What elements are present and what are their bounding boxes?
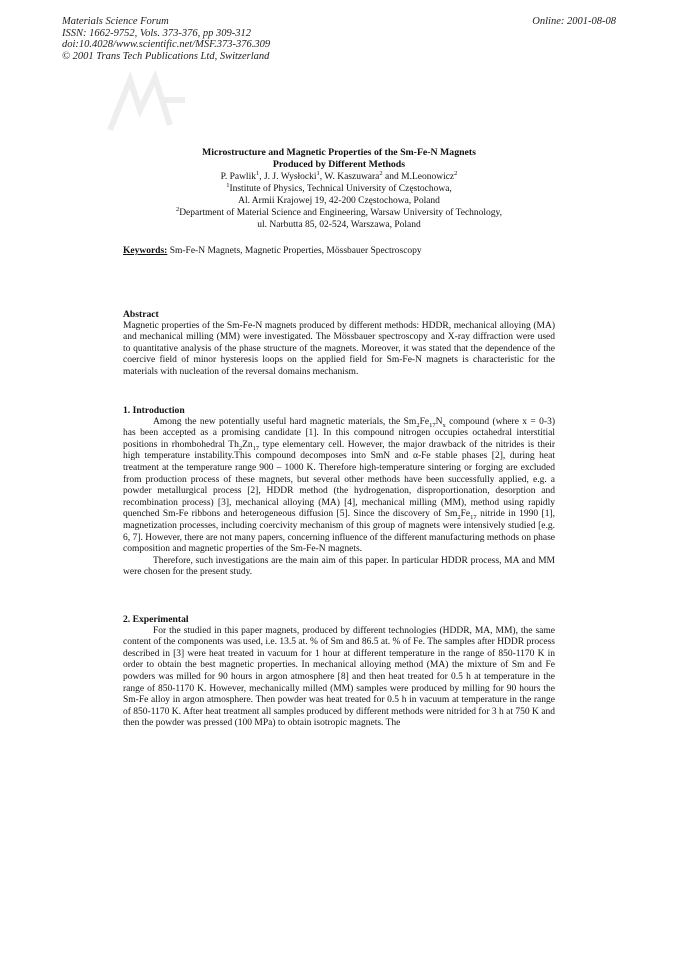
affiliation-1 <box>123 183 555 195</box>
introduction-section <box>123 405 555 579</box>
author-name: and M.Leonowicz <box>382 172 455 182</box>
affiliation-1-address: Al. Armii Krajowej 19, 42-200 Częstochowa, Poland <box>238 196 440 206</box>
affiliation-mark: 2 <box>454 169 458 177</box>
keywords-label: Keywords: <box>123 246 168 256</box>
online-date: Online: 2001-08-08 <box>532 16 616 27</box>
issn-line: ISSN: 1662-9752, Vols. 373-376, pp 309-312 <box>62 27 251 39</box>
introduction-heading: 1. Introduction <box>123 405 185 416</box>
author-name: , W. Kaszuwara <box>319 172 380 182</box>
title-block <box>123 147 555 231</box>
publisher-watermark <box>100 70 200 140</box>
copyright-line: © 2001 Trans Tech Publications Ltd, Switzerland <box>62 50 270 62</box>
paper-title-line1: Microstructure and Magnetic Properties of the Sm-Fe-N Magnets <box>202 147 476 158</box>
author-name: , J. J. Wysłocki <box>259 172 317 182</box>
affiliation-mark: 1 <box>255 169 260 177</box>
affiliation-2-address: ul. Narbutta 85, 02-524, Warszawa, Poland <box>257 220 421 230</box>
author-list <box>123 171 555 183</box>
introduction-paragraph-1: Among the new potentially useful hard magnetic materials, the $Sm_2Fe_{17}N_x$ compound (where x = 0-3) has been accepted as a promising candidate [1]. In this compound nitrogen occupies octahedral interstitial positions in rhombohedral $Th_2Zn_{17}$ type elementary cell. However, the major drawback of the nitrides is their high temperature instability.This compound decomposes into SmN and α-Fe stable phases [2], during heat treatment at the temperature range 900 – 1000 K. Therefore high-temperature sintering or forging are excluded from production process of these magnets, but several other methods have been successfully applied, e.g. a powder metallurgical process [2], HDDR method (the hydrogenation, disproportionation, desorption and recombination process) [3], mechanical alloying (MA) [4], mechanical milling (MM), method using rapidly quenched Sm-Fe ribbons and heterogeneous diffusion [5]. Since the discovery of $Sm_2Fe_{17}$ nitride in 1990 [1], magnetization processes, including coercivity mechanism of this group of magnets were intensively studied [e.g. 6, 7]. However, there are not many papers, concerning influence of the different manufacturing methods on phase composition and magnetic properties of the Sm-Fe-N magnets. <box>123 416 556 555</box>
introduction-paragraph-2: Therefore, such investigations are the main aim of this paper. In particular HDDR process, MA and MM were chosen for the present study. <box>123 555 555 578</box>
affiliation-mark: 2 <box>379 169 383 177</box>
keywords-text: Sm-Fe-N Magnets, Magnetic Properties, Mössbauer Spectroscopy <box>167 246 422 256</box>
abstract-section <box>123 309 555 379</box>
experimental-section <box>123 614 555 730</box>
experimental-heading: 2. Experimental <box>123 614 189 625</box>
abstract-text: Magnetic properties of the Sm-Fe-N magnets produced by different methods: HDDR, mechanical alloying (MA) and mechanical milling (MM) were investigated. The Mössbauer spectroscopy and X-ray diffraction were used to quantitative analysis of the phase structure of the magnets. Moreover, it was stated that the dependence of the coercive field of minor hysteresis loops on the applied field for Sm-Fe-N magnets is characteristic for the materials with nucleation of the reversal domains mechanism. <box>123 320 555 377</box>
journal-name: Materials Science Forum <box>62 16 169 27</box>
affiliation-mark: 2 <box>175 205 180 213</box>
author-name: P. Pawlik <box>220 172 256 182</box>
affiliation-text: Department of Material Science and Engineering, Warsaw University of Technology, <box>179 208 503 218</box>
keywords-line <box>123 246 555 256</box>
affiliation-text: Institute of Physics, Technical University of Częstochowa, <box>229 184 452 194</box>
journal-header <box>62 16 270 62</box>
affiliation-2 <box>123 207 555 219</box>
affiliation-mark: 1 <box>316 169 320 177</box>
abstract-heading: Abstract <box>123 309 159 320</box>
experimental-paragraph-1: For the studied in this paper magnets, produced by different technologies (HDDR, MA, MM), the same content of the components was used, i.e. 13.5 at. % of Sm and 86.5 at. % of Fe. The samples after HDDR process described in [3] were heat treated in vacuum for 1 hour at different temperature in the range of 850-1170 K in order to obtain the best magnetic properties. In mechanical alloying method (MA) the mixture of Sm and Fe powders was milled for 90 hours in argon atmosphere [8] and then heat treated for 0.5 h at temperature in the range of 850-1170 K. However, mechanically milled (MM) samples were produced by milling for 90 hours the Sm-Fe alloy in argon atmosphere. Then powder was heat treated for 0.5 h in vacuum at temperature in the range of 850-1170 K. After heat treatment all samples produced by different methods were nitrided for 3 h at 750 K and then the powder was pressed (100 MPa) to obtain isotropic magnets. The <box>123 625 555 729</box>
doi-line: doi:10.4028/www.scientific.net/MSF.373-376.309 <box>62 39 271 50</box>
paper-title-line2: Produced by Different Methods <box>272 159 406 170</box>
affiliation-mark: 1 <box>226 181 230 189</box>
